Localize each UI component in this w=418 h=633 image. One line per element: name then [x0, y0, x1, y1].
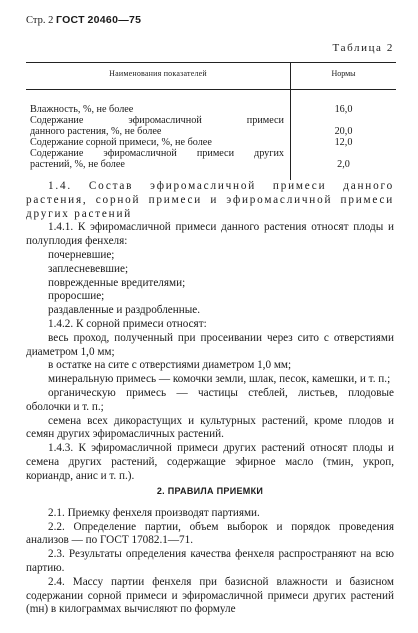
table-norm-column [291, 90, 396, 180]
row-name-line: Влажность, %, не более [30, 104, 134, 115]
row-name-line: Содержание эфиромасличной примеси [30, 115, 284, 126]
table-row-name [26, 115, 290, 137]
column-header-norms: Нормы [331, 69, 356, 78]
paragraph-organic: органическую примесь — частицы стеблей, листьев, плодовые оболочки и т. п.; [26, 386, 394, 413]
paragraph-1-4-2: 1.4.2. К сорной примеси относят: [48, 317, 207, 330]
row-name-line: Содержание эфиромасличной примеси других [30, 148, 284, 159]
paragraph-1-4-3: 1.4.3. К эфиромасличной примеси других растений относят плоды и семена других растений, содержащие эфирное масло (тмин, укроп, кориандр, анис и т. п.). [26, 442, 394, 482]
section-1-4 [26, 180, 394, 484]
indicators-table [26, 62, 396, 180]
table-row-value: 16,0 [334, 104, 353, 115]
table-row-value: 20,0 [334, 126, 353, 137]
page-header [26, 14, 141, 26]
paragraph-rest: в остатке на сите с отверстиями диаметром 1,0 мм; [48, 359, 292, 372]
paragraph-2-2: 2.2. Определение партии, объем выборок и порядок проведения анализов — по ГОСТ 17082.1—71. [26, 520, 394, 547]
table-row-name [26, 148, 290, 170]
table-row-name [26, 137, 290, 148]
paragraph-2-3: 2.3. Результаты определения качества фенхеля распространяют на всю партию. [26, 548, 394, 574]
paragraph-1-4-1: 1.4.1. К эфиромасличной примеси данного растения относят плоды и полуплодия фенхеля: [26, 221, 394, 248]
table-caption: Таблица 2 [332, 42, 394, 54]
column-header-name: Наименования показателей [26, 63, 291, 89]
section-2 [26, 485, 394, 617]
row-name-line: растений, %, не более [30, 159, 125, 170]
list-item: заплесневевшие; [48, 262, 129, 275]
paragraph-seeds: семена всех дикорастущих и культурных растений, кроме плодов и семян других эфиромасличных растений. [26, 414, 394, 441]
list-item: почерневшие; [48, 248, 115, 261]
row-name-line: данного растения, %, не более [30, 126, 162, 137]
table-row-value: 2,0 [337, 159, 350, 170]
page-number: Стр. 2 [26, 15, 54, 26]
section-title: 2. ПРАВИЛА ПРИЕМКИ [156, 486, 264, 496]
list-item: проросшие; [48, 290, 105, 303]
paragraph-2-4: 2.4. Массу партии фенхеля при базисной влажности и базисном содержании сорной примеси и эфиромасличной примеси других растений (mн) в килограммах вычисляют по формуле [26, 575, 394, 616]
standard-number: 20460—75 [87, 14, 142, 26]
table-header-row [26, 63, 396, 89]
paragraph-pass: весь проход, полученный при просеивании через сито с отверстиями диаметром 1,0 мм; [26, 331, 394, 358]
paragraph-2-1: 2.1. Приемку фенхеля производят партиями. [48, 506, 260, 519]
row-name-line: Содержание сорной примеси, %, не более [30, 137, 212, 148]
table-name-column [26, 90, 291, 180]
paragraph-mineral: минеральную примесь — комочки земли, шлак, песок, камешки, и т. п.; [48, 373, 391, 386]
standard-label: ГОСТ [55, 14, 85, 26]
table-row-name [26, 104, 290, 115]
table-body [26, 90, 396, 180]
list-item: поврежденные вредителями; [48, 276, 186, 289]
paragraph-1-4-heading: 1.4. Состав эфиромасличной примеси данного растения, сорной примеси и эфиромасличной примеси других растений [26, 180, 394, 220]
list-item: раздавленные и раздробленные. [48, 304, 201, 317]
table-row-value: 12,0 [334, 137, 353, 148]
